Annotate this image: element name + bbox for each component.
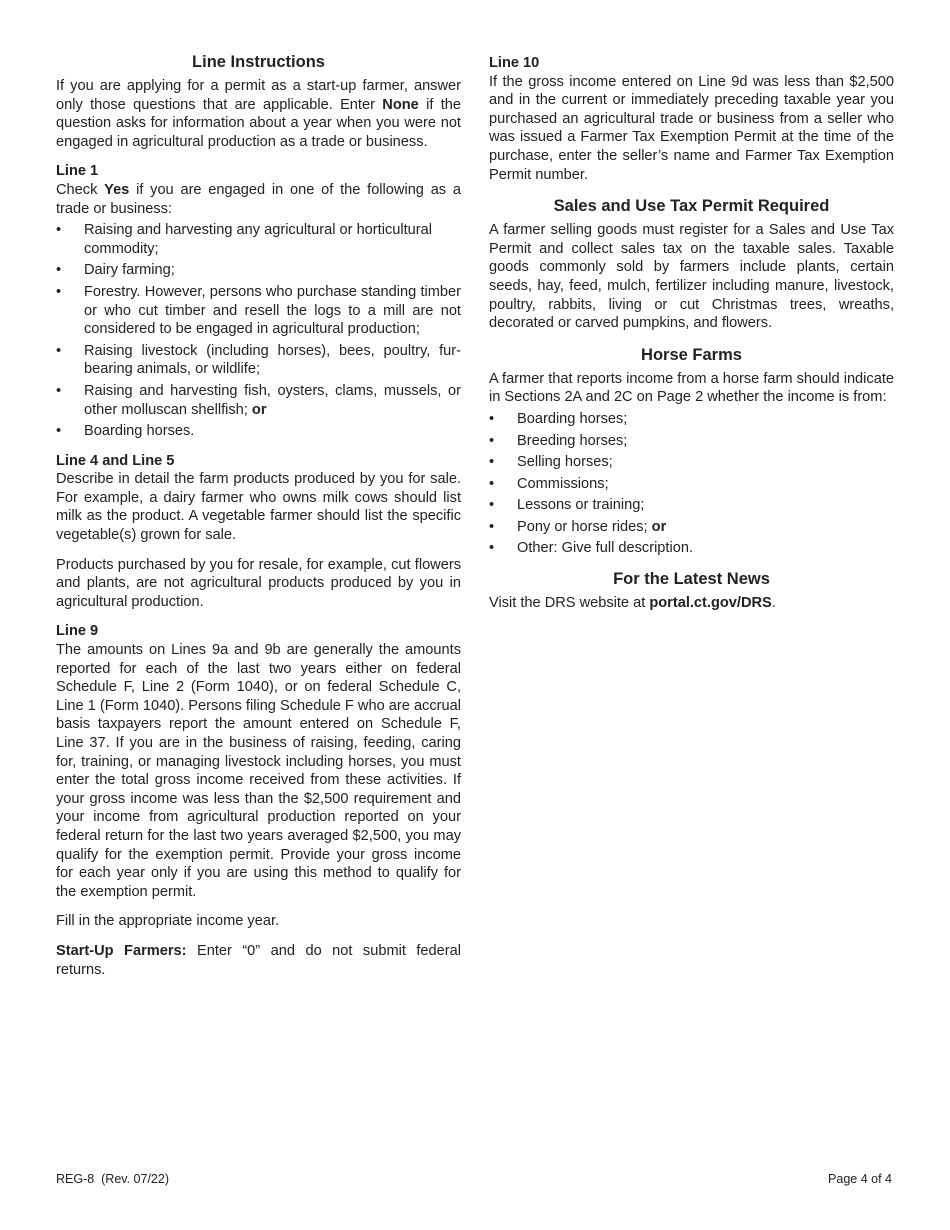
form-id: REG-8 (Rev. 07/22)	[56, 1172, 170, 1186]
latest-news-heading: For the Latest News	[613, 570, 770, 589]
horse-farms-text: A farmer that reports income from a horse farm should indicate in Sections 2A and 2C on Page 2 whether the income is from:	[489, 370, 894, 406]
right-column	[489, 52, 894, 613]
line1-text: Check Yes if you are engaged in one of the following as a trade or business:	[56, 181, 461, 217]
horse-farms-bullet-list	[489, 410, 894, 558]
line-instructions-heading: Line Instructions	[192, 53, 325, 71]
left-column	[56, 52, 461, 979]
line-instructions-intro: If you are applying for a permit as a start-up farmer, answer only those questions that are applicable. Enter None if the question asks for information about a year when you were not engaged in agricultural production as a trade or business.	[56, 78, 461, 150]
list-item: • Other: Give full description.	[489, 540, 694, 557]
horse-farms-heading: Horse Farms	[641, 345, 742, 364]
list-item: • Dairy farming;	[56, 262, 175, 279]
latest-news-text: Visit the DRS website at portal.ct.gov/DRS.	[489, 595, 776, 612]
line45-paragraph-1: Describe in detail the farm products produced by you for sale. For example, a dairy farmer who owns milk cows should list milk as the product. A vegetable farmer should list the specific vegetable(s) grown for sale.	[56, 471, 461, 544]
sales-tax-text: A farmer selling goods must register for a Sales and Use Tax Permit and collect sales tax on the taxable sales. Taxable goods commonly sold by farmers include plants, certain seeds, hay, feed, mulch, fertilizer including manure, livestock, poultry, rabbits, living or cut Christmas trees, wreaths, decorated or carved pumpkins, and flowers.	[489, 222, 894, 332]
page-number: Page 4 of 4	[828, 1172, 892, 1186]
list-item: • Raising livestock (including horses), bees, poultry, fur-bearing animals, or wildlife;	[56, 342, 461, 378]
list-item: • Forestry. However, persons who purchase standing timber or who cut timber and resell the logs to a mill are not considered to be engaged in agricultural production;	[56, 283, 461, 338]
list-item: • Boarding horses;	[489, 410, 628, 427]
list-item: • Commissions;	[489, 475, 609, 492]
line45-paragraph-2: Products purchased by you for resale, for example, cut flowers and plants, are not agricultural products produced by you in agricultural production.	[56, 556, 461, 610]
sales-tax-heading: Sales and Use Tax Permit Required	[553, 197, 830, 216]
line45-heading: Line 4 and Line 5	[56, 452, 175, 469]
list-item: • Boarding horses.	[56, 423, 195, 440]
drs-website-link[interactable]: portal.ct.gov/DRS	[649, 595, 772, 612]
list-item: • Selling horses;	[489, 454, 613, 471]
list-item: • Breeding horses;	[489, 432, 628, 449]
line9-heading: Line 9	[56, 623, 99, 640]
line9-paragraph-1: The amounts on Lines 9a and 9b are generally the amounts reported for each of the last two years either on federal Schedule F, Line 2 (Form 1040), or on federal Schedule C, Line 1 (Form 1040). Persons filing Schedule F who are accrual basis taxpayers report the amount entered on Schedule F, Line 37. If you are in the business of raising, feeding, caring for, training, or managing livestock including horses, you must enter the total gross income received from these activities. If your gross income was less than the $2,500 requirement and your income from agricultural production reported on your federal return for the last two years averaged $2,500, you may qualify for the exemption permit. Provide your gross income for each year only if you are using this method to qualify for the exemption permit.	[56, 642, 461, 900]
list-item: • Pony or horse rides; or	[489, 518, 667, 535]
list-item: • Raising and harvesting fish, oysters, clams, mussels, or other molluscan shellfish; or	[56, 382, 461, 418]
line9-paragraph-3: Start-Up Farmers: Enter “0” and do not submit federal returns.	[56, 942, 461, 978]
list-item: • Raising and harvesting any agricultural or horticultural commodity;	[56, 222, 432, 257]
line1-bullet-list	[56, 221, 461, 441]
list-item: • Lessons or training;	[489, 497, 645, 514]
line9-paragraph-2: Fill in the appropriate income year.	[56, 913, 280, 930]
line10-heading: Line 10	[489, 55, 540, 71]
line10-text: If the gross income entered on Line 9d was less than $2,500 and in the current or immediately preceding taxable year you purchased an agricultural trade or business from a seller who was issued a Farmer Tax Exemption Permit at the time of the purchase, enter the seller’s name and Farmer Tax Exemption Permit number.	[489, 73, 894, 183]
line1-heading: Line 1	[56, 163, 99, 180]
